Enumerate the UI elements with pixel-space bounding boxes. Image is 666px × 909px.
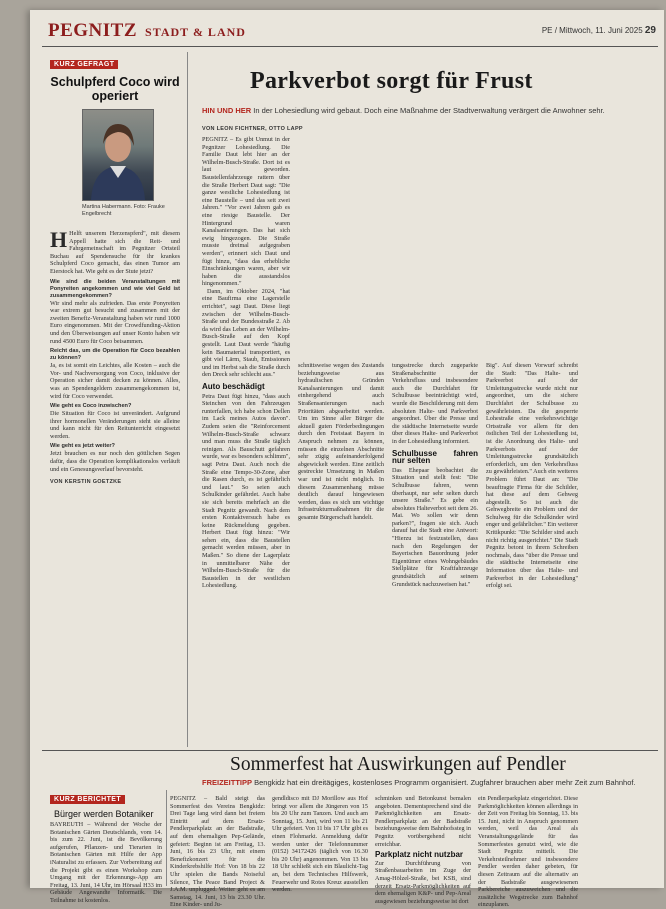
- main-kicker: [202, 106, 642, 115]
- second-column-3: [375, 795, 471, 905]
- second-col1-text: PEGNITZ – Bald steigt das Sommerfest des Vereins Bengkidz: Drei Tage lang wird dann bei freiem Eintritt auf dem Ersatz-Pendlerparkplatz an der Badstraße, auf dem ehemaligen Pep-Gelände, gefeiert: Beginn ist am Freitag, 13. Juni, 16 bis 23 Uhr, mit einem Benefizkonzert für die Kinderkrebshilfe Hof: Von 18 bis 22 Uhr spielen die Bands Noiseful Silence, The Peace Band Project & J.A.M. unplugged. Weiter geht es am Samstag, 14. Juni, 13 bis 23.30 Uhr. Eine Kinder- und Ju-: [170, 795, 265, 909]
- drop-cap: H: [50, 227, 68, 252]
- answer-3: Die Situation für Coco ist unverändert. Aufgrund ihrer hormonellen Veränderungen steht sie alleine und kann nicht für den Reitunterricht eingesetzt werden.: [50, 410, 180, 440]
- second-subhead: Parkplatz nicht nutzbar: [375, 850, 464, 860]
- main-headline: Parkverbot sorgt für Frust: [250, 68, 533, 94]
- main-col4-text: tungsstrecke durch zugeparkte Straßenabschnitte der Verkehrsfluss und insbesondere auch die Durchfahrt für Schulbusse beeinträchtigt wird, wurde die Beschilderung mit dem absoluten Halte- und Parkverbot angeordnet. Über die Presse und die städtische Internetseite wurde über dieses Halte- und Parkverbot in der Lohesiedlung informiert.: [392, 362, 478, 445]
- freizeit-text: Bengkidz hat ein dreitägiges, kostenloses Programm organisiert. Zugfahrer brauchen aber mehr Zeit zum Bahnhof.: [254, 778, 636, 787]
- subsection-title: STADT & LAND: [145, 25, 246, 39]
- answer-1: Wir sind mehr als zufrieden. Das erste Ponyreiten war extrem gut besucht und zusammen mit der zweiten Benefiz-Veranstaltung haben wir rund 1000 Euro eingenommen. Mit der Crowdfunding-Aktion und den Überweisungen auf unser Konto haben wir rund 4500 Euro für Coco beisammen.: [50, 299, 180, 345]
- sidebar-author: VON KERSTIN GOETZKE: [50, 479, 122, 486]
- main-subhead-2: Schulbusse fahren nur selten: [392, 448, 478, 466]
- masthead-rule: [42, 46, 658, 47]
- sidebar: [50, 53, 180, 485]
- second-col4-text: ein Pendlerparkplatz eingerichtet. Diese Parkmöglichkeiten können allerdings in der Zeit von Freitag bis Sonntag, 13. bis 15. Juni, nicht in Anspruch genommen werden, weil das Areal als Veranstaltungsgelände für das Sommerfestes genutzt wird, wie die Stadt Pegnitz mitteilt. Die Verkehrsteilnehmer und insbesondere Pendler werden daher gebeten, für diesen Zeitraum auf die alternativ an der Badstraße ausgewiesenen Parkbereiche auszuweichen und die zusätzliche Wegstrecke zum Bahnhof einzuplanen.: [478, 795, 578, 909]
- page-number: 29: [644, 25, 656, 36]
- answer-2: Ja, es ist somit ein Leichtes, alle Kosten – auch die Vor- und Nachversorgung von Coco, inklusive der Operation sicher damit decken zu können. Alles, was an Spendengeldern zusammengekommen ist, wird für Coco verwendet.: [50, 362, 180, 400]
- question-2: Reicht das, um die Operation für Coco bezahlen zu können?: [50, 348, 180, 362]
- second-col2-text: gendldisco mit DJ Morillow aus Hof bringt vor allem die Jüngeren von 15 bis 20 Uhr zum Tanzen. Und auch am Sonntag, 15. Juni, wird von 11 bis 21 Uhr gefeiert. Von 11 bis 17 Uhr gibt es einen Flohmarkt. Anmeldung dafür werden unter der Telefonnummer (0152) 34172426 (täglich von 16.30 bis 20 Uhr) angenommen. Von 13 bis 18 Uhr schließt sich ein Blaulicht-Tag an, bei dem Technisches Hilfswerk, Feuerwehr und Rotes Kreuz ausstellen werden.: [272, 795, 368, 894]
- sidebar-tag: KURZ GEFRAGT: [50, 60, 118, 69]
- answer-4: Jetzt brauchen es nur noch den göttlichen Segen dafür, dass die Operation komplikationslos verläuft und ein Genesungsverlauf bevorsteht.: [50, 450, 180, 473]
- second-headline: Sommerfest hat Auswirkungen auf Pendler: [230, 754, 566, 775]
- main-subhead-1: Auto beschädigt: [202, 382, 265, 391]
- newspaper-page: [30, 10, 664, 909]
- second-col3-text: schminken und Betonkunst bemalen angeboten. Dementsprechend sind die Parkmöglichkeiten am Ersatz-Pendlerparkplatz an der Badstraße beziehungsweise dem Bahnhofssteg in Pegnitz vorübergehend nicht erreichbar.: [375, 795, 471, 848]
- second-column-4: [478, 795, 578, 909]
- sidebar-intro: Helft unserem Herzenspferd", mit diesem Appell hatte sich die Reit- und Fahrgemeinschaft im Pegnitzer Ortsteil Buchau auf Spendensuche für ihr krankes Schulpferd Coco gemacht, das einen Tumor am Eierstock hat. Wie geht es der Stute jetzt?: [50, 230, 180, 275]
- issue-info: [542, 25, 656, 36]
- main-col3-text: schnittsweise wegen des Zustands beziehungsweise aus hydraulischen Gründen Kanalsanierungen und damit einhergehend auch Straßensanierungen nach Prioritäten abgearbeitet werden. Um im Sinne aller Bürger die aktuell guten Förderbedingungen durch den Freistaat Bayern in Anspruch nehmen zu können, müssen die einzelnen Abschnitte sehr zügig aufeinanderfolgend abgewickelt werden. Eine zeitlich gestreckte Umsetzung in Maßen war und ist nicht möglich. In diesem Zusammenhang müsse deutlich darauf hingewiesen werden, dass es sich um wichtige Infrastrukturmaßnahmen für die gesamte Bürgerschaft handelt.: [298, 362, 384, 521]
- second-column-1: [170, 795, 265, 909]
- short-report-divider: [166, 790, 167, 886]
- main-col2-text: Petra Daut fügt hinzu, "dass auch Steinchen von den Fahrzeugen runterfallen, ich habe schon Dellen im Lack meines Autos davon". Zudem seien die "Reinforcement Wilhelm-Busch-Straße schwarz und man muss die Straße täglich reinigen. Als Bauschutt gefahren wurde, war es besonders schlimm", sagt Petra Daut. Auch noch die Straße eine Tempo-30-Zone, aber die Rasen durch, es ist gefährlich und laut." So seien auch Schulkinder gefährdet. Auch habe sie sich bereits mehrfach an die Stadt Pegnitz gewandt. Nach dem ersten Kontaktversuch habe es keine Rückmeldung gegeben. Herbert Daut fügt hinzu: "Wir sehen ein, dass die Baustellen gemacht werden müssen, aber in Maßen." So diene der Lagerplatz in unmittelbarer Nähe der Wilhelm-Busch-Straße für die Baustellen in der westlichen Lohesiedlung.: [202, 392, 290, 590]
- question-1: Wie sind die beiden Veranstaltungen mit Ponyreiten angekommen und wie viel Geld ist zusammengekommen?: [50, 278, 180, 299]
- sidebar-divider: [187, 52, 188, 747]
- photo-caption: Martina Habermann. Foto: Frauke Engelbrecht: [82, 204, 165, 217]
- second-column-2: [272, 795, 368, 894]
- short-report-text: BAYREUTH – Während der Woche der Botanischen Gärten Deutschlands, vom 14. bis zum 22. Juni, ist die Bevölkerung aufgerufen, Pflanzen- und Tierarten in Botanischen Gärten mit Hilfe der App iNaturalist zu erfassen. Zur Vorbereitung auf die Projekt gibt es einen Workshop zum Umgang mit der Erkennungs-App am Freitag, 13. Juni, 14 Uhr, im Hörsaal H33 im Gebäude Angewandte Informatik. Die Teilnahme ist kostenlos.: [50, 821, 162, 904]
- sidebar-headline: Schulpferd Coco wird operiert: [50, 75, 180, 103]
- main-column-3: [298, 362, 384, 722]
- question-3: Wie geht es Coco inzwischen?: [50, 403, 132, 410]
- freizeit-label: FREIZEITTIPP: [202, 778, 253, 787]
- kicker-label: HIN UND HER: [202, 106, 252, 115]
- main-col1-text: PEGNITZ – Es gibt Unmut in der Pegnitzer Lohesiedlung. Die Familie Daut lebt hier an der Wilhelm-Busch-Straße. Dort ist es laut geworden. Baustellenfahrzeuge rattern über die Straße Herbert Daut sagt: "Die ganze westliche Lohesiedlung ist eine Baustelle – und das seit zwei Jahren." "Vor zwei Jahren gab es eine riesige Baustelle. Der Hintergrund waren Kanalsanierungen. Das hat sich ewig hingezogen. Die Straße musste dreimal aufgegraben werden", erinnert sich Daut und fügt hinzu, "dass das erhebliche Einschränkungen waren, aber wir haben die ausstandslos hingenommen.": [202, 136, 290, 288]
- masthead: [48, 20, 246, 42]
- second-kicker: [202, 778, 652, 787]
- section-title: PEGNITZ: [48, 20, 138, 41]
- kicker-text: In der Lohesiedlung wird gebaut. Doch eine Maßnahme der Stadtverwaltung verärgert die Anwohner sehr.: [253, 106, 605, 115]
- short-report: [50, 788, 162, 904]
- short-report-tag: KURZ BERICHTET: [50, 795, 125, 804]
- second-col3b-text: Zur Durchführung von Straßenbauarbeiten im Zuge der Amag-Hölzel-Straße, bei KSB, sind derzeit Ersatz-Parkmöglichkeiten auf dem ehemaligen K&P- und Pep-Areal ausgewiesen beziehungsweise ist dort: [375, 859, 471, 905]
- section-rule: [42, 750, 658, 751]
- issue-date: PE / Mittwoch, 11. Juni 2025: [541, 26, 643, 35]
- portrait-photo: [82, 109, 154, 201]
- sidebar-body: [50, 227, 180, 473]
- main-column-1: [202, 136, 290, 716]
- main-col1b-text: Dann, im Oktober 2024, "hat eine Baufirma eine Lagerstelle errichtet", sagt Daut. Diese liegt zwischen der Wilhelm-Busch-Straße und der Bundesstraße 2. Ab da wird das Leben an der Wilhelm-Busch-Straße auf den Kopf gestellt. Laut Daut werde "häufig kein Baumaterial transportiert, es gibt viel Lärm, Staub, Emissionen und im Herbst sah die Straße durch den Dreck sehr schlecht aus.": [202, 287, 290, 379]
- main-column-5: [486, 362, 578, 722]
- main-column-4: [392, 362, 478, 722]
- main-col4b-text: Das Ehepaar beobachtet die Situation und stellt fest: "Die Schulbusse fahren, wenn überhaupt, nur sehr selten durch unsere Straße." Es gebe ein absolutes Halteverbot seit dem 26. Mai. Wo sollen wir denn parken?", fragen sie sich. Auch darauf hat die Stadt eine Antwort: "Hierzu ist festzustellen, dass nach den Regelungen der Bayerischen Bauordnung jeder Eigentümer eines Wohngebäudes Stellplätze für Kraftfahrzeuge grundsätzlich auf seinem Grundstück nachzuweisen hat.": [392, 466, 478, 588]
- short-report-headline: Bürger werden Botaniker: [54, 809, 154, 819]
- main-byline: VON LEON FICHTNER, OTTO LAPP: [202, 126, 303, 132]
- question-4: Wie geht es jetzt weiter?: [50, 443, 115, 450]
- short-report-body: [50, 821, 162, 905]
- main-col5-text: Big". Auf diesen Vorwurf schreibt die Stadt: "Das Halte- und Parkverbot auf der Umleitungsstrecke wurde nicht nur angeordnet, um die sichere Durchfahrt der Schulbusse zu gewährleisten. Da die gesperrte Lohestraße eine verkehrswichtige Ortsstraße vor allem für den östlichen Teil der Lohesiedlung ist, ist die Anordnung des Halte- und Parkverbots auf der Umleitungsstrecke grundsätzlich erforderlich, um den Verkehrsfluss zu gewährleisten." Auch ein weiteres Problem führt Daut an: "Die beauftragte Firma für die Schilder, hat diese auf dem Gehweg abgestellt. So ist auch die Gehwegbreite ein Problem und der Schulweg für die Schulkinder wird enger und gefährlicher." Ein weiterer Kritikpunkt: "Die Schilder sind auch nicht richtig ausgerichtet." Die Stadt Pegnitz betont in ihrem Schreiben nochmals, dass "über die Presse und die städtische Internetseite eine Information über das Halte- und Parkverbot in der Lohesiedlung" erfolgt sei.: [486, 362, 578, 590]
